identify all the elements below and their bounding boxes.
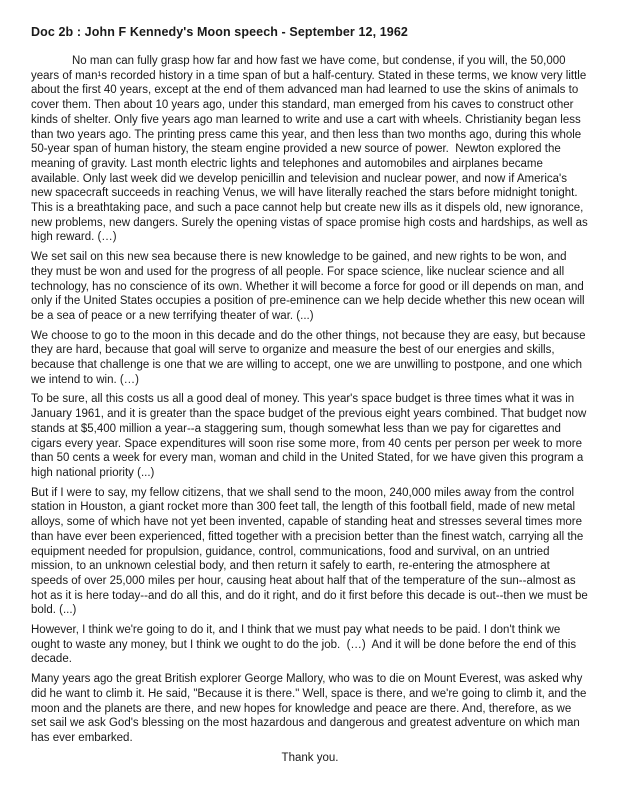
paragraph-no-man-can-fully-grasp: No man can fully grasp how far and how fast we have come, but condense, if you will, the 50,000 years of man¹s recorded history in a time span of but a half-century. Stated in these terms, we know very little about the first 40 years, except at the end of them advanced man had learned to use the skins of animals to cover them. Then about 10 years ago, under this standard, man emerged from his caves to construct other kinds of shelter. Only five years ago man learned to write and use a cart with wheels. Christianity began less than two years ago. The printing press came this year, and then less than two months ago, during this whole 50-year span of human history, the steam engine provided a new source of power. Newton explored the meaning of gravity. Last month electric lights and telephones and automobiles and airplanes became available. Only last week did we develop penicillin and television and nuclear power, and now if America's new spacecraft succeeds in reaching Venus, we will have literally reached the stars before midnight tonight. [31,55,590,200]
paragraph-however-we-will-do-it: However, I think we're going to do it, and I think that we must pay what needs to be paid. I don't think we ought to waste any money, but I think we ought to do the job. (…) And it will be done before the end of this decade. [31,624,580,666]
paragraph-we-choose-the-moon: We choose to go to the moon in this decade and do the other things, not because they are easy, but because they are hard, because that goal will serve to organize and measure the best of our energies and skills, because that challenge is one that we are willing to accept, one we are unwilling to postpone, and one which we intend to win. (…) [31,329,589,386]
paragraph-breathtaking-pace: This is a breathtaking pace, and such a pace cannot help but create new ills as it dispels old, new ignorance, new problems, new dangers. Surely the opening vistas of space promise high costs and hardships, as well as high reward. (…) [31,202,591,244]
document-title: Doc 2b : John F Kennedy's Moon speech - September 12, 1962 [31,25,408,39]
paragraph-but-if-i-were-to-say: But if I were to say, my fellow citizens, that we shall send to the moon, 240,000 miles away from the control station in Houston, a giant rocket more than 300 feet tall, the length of this football field, made of new metal alloys, some of which have not yet been invented, capable of standing heat and stresses several times more than have ever been experienced, fitted together with a precision better than the finest watch, carrying all the equipment needed for propulsion, guidance, control, communications, food and survival, on an untried mission, to an unknown celestial body, and then return it safely to earth, re-entering the atmosphere at speeds of over 25,000 miles per hour, causing heat about half that of the temperature of the sun--almost as hot as it is here today--and do all this, and do it right, and do it first before this decade is out--then we must be bold. (...) [31,486,591,617]
paragraph-we-set-sail: We set sail on this new sea because there is new knowledge to be gained, and new rights to be won, and they must be won and used for the progress of all people. For space science, like nuclear science and all technology, has no conscience of its own. Whether it will become a force for good or ill depends on man, and only if the United States occupies a position of pre-eminence can we help decide whether this new ocean will be a sea of peace or a new terrifying theater of war. (...) [31,251,588,322]
paragraph-to-be-sure-costs: To be sure, all this costs us all a good deal of money. This year's space budget is three times what it was in January 1961, and it is greater than the space budget of the previous eight years combined. That budget now stands at $5,400 million a year--a staggering sum, though somewhat less than we pay for cigarettes and cigars every year. Space expenditures will soon rise some more, from 40 cents per person per week to more than 50 cents a week for every man, woman and child in the United Stated, for we have given this program a high national priority (...) [31,393,590,479]
closing-thank-you: Thank you. [281,751,339,764]
paragraph-george-mallory: Many years ago the great British explorer George Mallory, who was to die on Mount Everest, was asked why did he want to climb it. He said, "Because it is there." Well, space is there, and we're going to climb it, and the moon and the planets are there, and new hopes for knowledge and peace are there. And, therefore, as we set sail we ask God's blessing on the most hazardous and dangerous and greatest adventure on which man has ever embarked. [31,673,590,744]
